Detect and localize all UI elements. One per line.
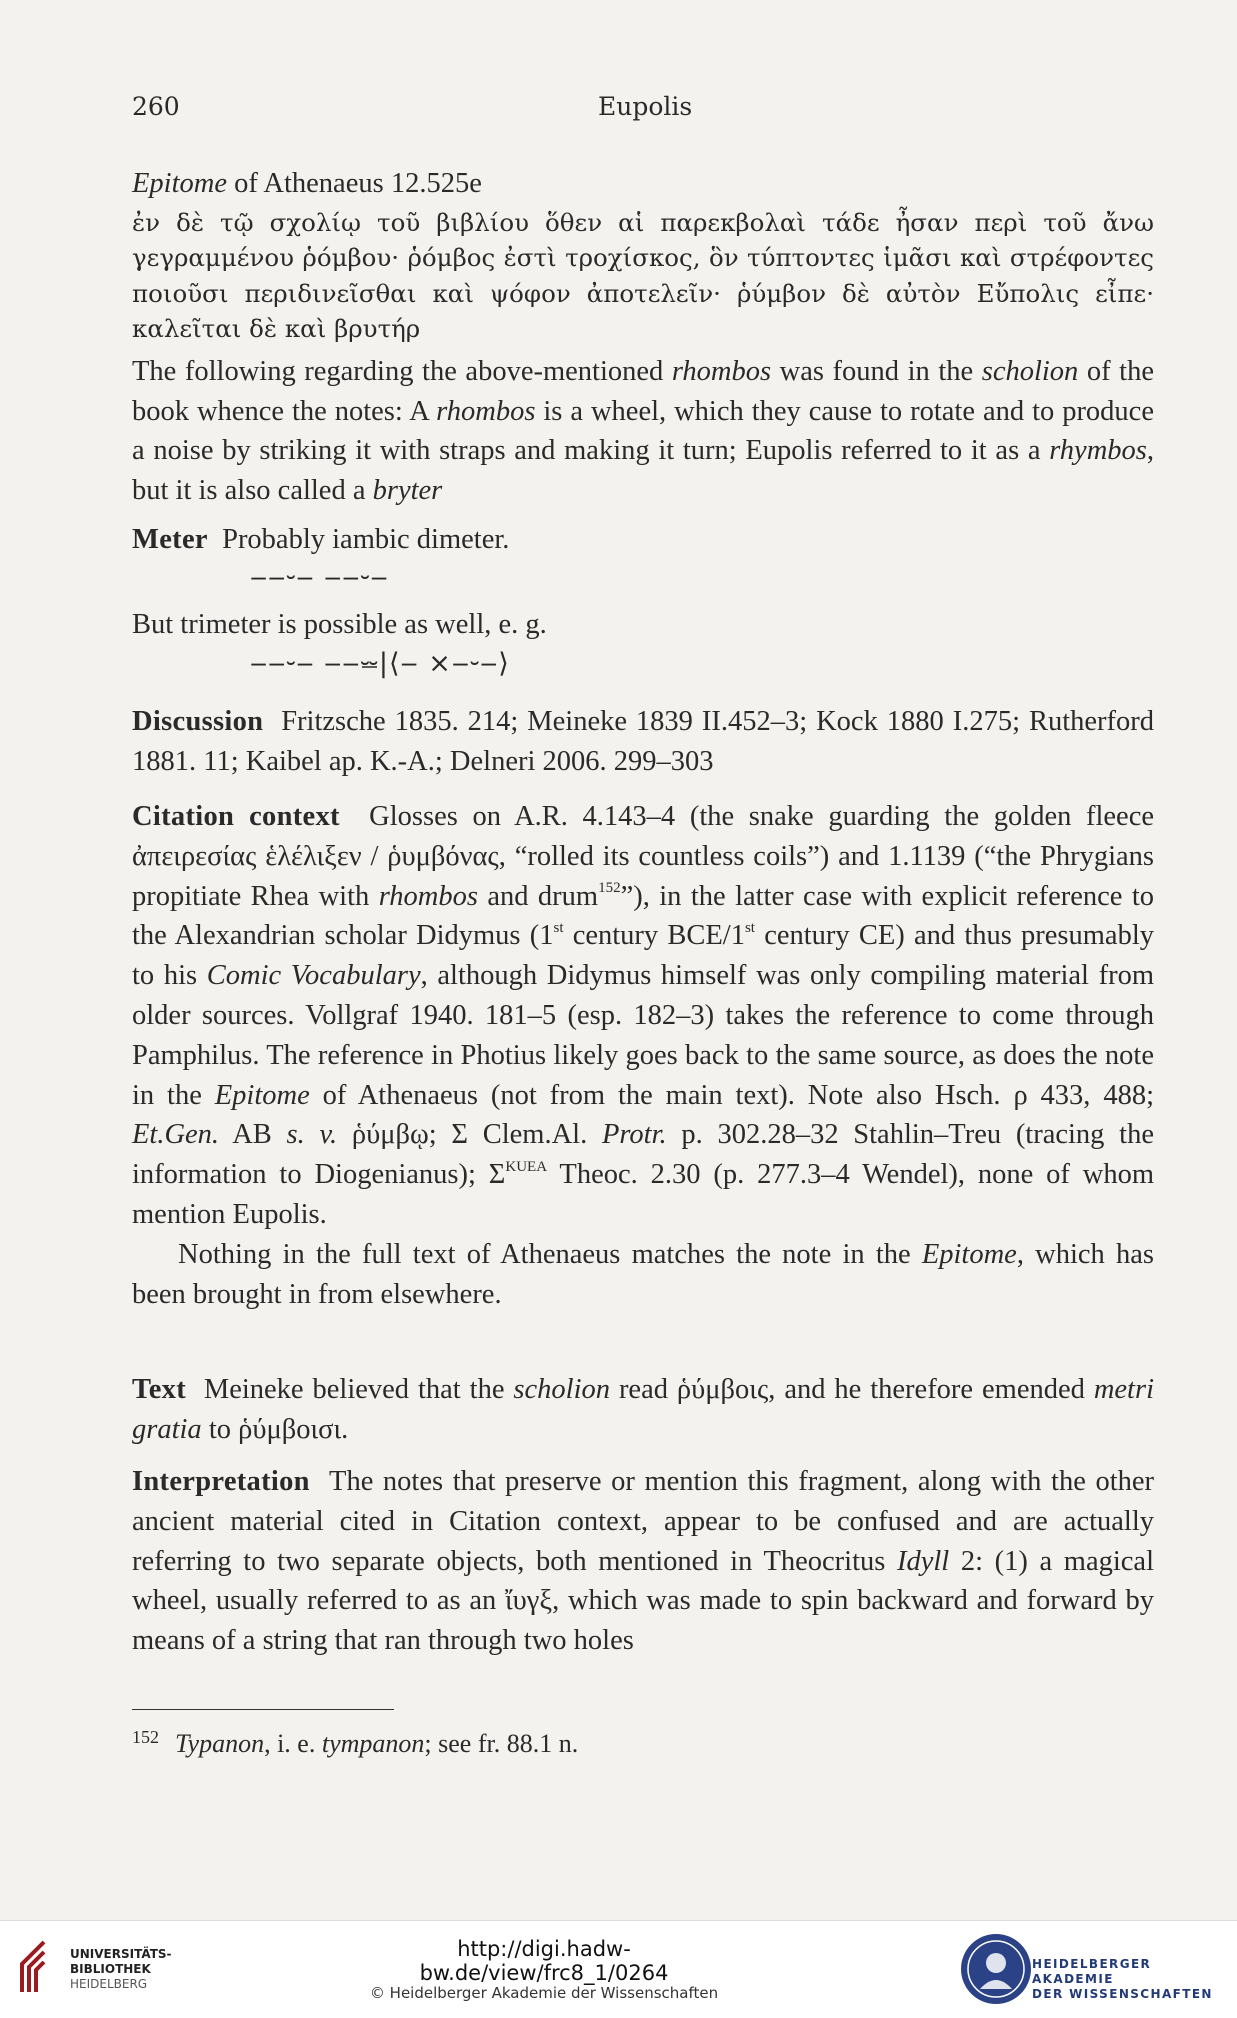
greek-passage: ἐν δὲ τῷ σχολίῳ τοῦ βιβλίου ὅθεν αἱ παρεκβολαὶ τάδε ἦσαν περὶ τοῦ ἄνω γεγραμμένου ῥόμβου· ῥόμβος ἐστὶ τροχίσκος, ὃν τύπτοντες ἱμᾶσι καὶ στρέφοντες ποιοῦσι περιδινεῖσθαι καὶ ψόφον ἀποτελεῖν· ῥύμβον δὲ αὐτὸν Εὔπολις εἶπε· καλεῖται δὲ καὶ βρυτήρ xyxy=(132,207,1154,344)
meter-heading: Meter xyxy=(132,524,208,555)
discussion-section xyxy=(132,702,1154,782)
translation-paragraph: The following regarding the above-mentioned rhombos was found in the scholion of the book whence the notes: A rhombos is a wheel, which they cause to rotate and to produce a noise by striking it with straps and making it turn; Eupolis referred to it as a rhymbos, but it is also called a bryter xyxy=(132,355,1155,507)
meter-line xyxy=(132,520,1154,560)
meter-scheme-1: ‒‒⏑‒ ‒‒⏑‒ xyxy=(250,562,389,593)
interpretation-section xyxy=(132,1462,1154,1661)
meter-scheme-2: ‒‒⏑‒ ‒‒⏕|⟨‒ ×‒⏑‒⟩ xyxy=(250,648,510,679)
university-library-logo-icon[interactable] xyxy=(14,1938,50,1996)
footnote: $^{152}$ Typanon, i. e. tympanon; see fr. 88.1 n. xyxy=(132,1727,579,1758)
viewer-footer xyxy=(0,1920,1237,2018)
citation-paragraph: Citation context Glosses on A.R. 4.143–4 (the snake guarding the golden fleece ἀπειρεσίας ἑλέλιξεν / ῥυμβόνας, “rolled its countless coils”) and 1.1139 (“the Phrygians propitiate Rhea with rhombos and drum$^{152}$”), in the latter case with explicit reference to the Alexandrian scholar Didymus (1st century BCE/1st century CE) and thus presumably to his Comic Vocabulary, although Didymus himself was only compiling material from older sources. Vollgraf 1940. 181–5 (esp. 182–3) takes the reference to come through Pamphilus. The reference in Photius likely goes back to the same source, as does the note in the Epitome of Athenaeus (not from the main text). Note also Hsch. ρ 433, 488; Et.Gen. AB s. v. ῥύμβῳ; Σ Clem.Al. Protr. p. 302.28–32 Stahlin–Treu (tracing the information to Diogenianus); $\Sigma^{KUEA}$ Theoc. 2.30 (p. 277.3–4 Wendel), none of whom mention Eupolis. xyxy=(132,801,1155,1230)
copyright-notice: © Heidelberger Akademie der Wissenschaften xyxy=(369,1984,719,2002)
citation-paragraph-2: Nothing in the full text of Athenaeus matches the note in the Epitome, which has been brought in from elsewhere. xyxy=(132,1238,1154,1310)
citation-heading: Citation context xyxy=(132,801,340,832)
citation-section xyxy=(132,797,1154,1314)
academy-seal-icon[interactable] xyxy=(958,1931,1034,2007)
page-url-link[interactable]: http://digi.hadw-bw.de/view/frc8_1/0264 xyxy=(419,1937,669,1985)
footnote-rule xyxy=(132,1709,394,1710)
university-library-name[interactable]: UNIVERSITÄTS- BIBLIOTHEK HEIDELBERG xyxy=(70,1947,172,1991)
epitome-block xyxy=(132,164,1154,511)
meter-text-2: But trimeter is possible as well, e. g. xyxy=(132,609,547,640)
epitome-heading: Epitome of Athenaeus 12.525e xyxy=(132,168,482,199)
page-number: 260 xyxy=(132,92,180,121)
meter-text: Probably iambic dimeter. xyxy=(222,524,510,555)
running-title: Eupolis xyxy=(598,92,693,121)
interpretation-paragraph: Interpretation The notes that preserve or mention this fragment, along with the other ancient material cited in Citation context, appear to be confused and are actually referring to two separate objects, both mentioned in Theocritus Idyll 2: (1) a magical wheel, usually referred to as an ἴυγξ, which was made to spin backward and forward by means of a string that ran through two holes xyxy=(132,1466,1155,1657)
discussion-text: Fritzsche 1835. 214; Meineke 1839 II.452–3; Kock 1880 I.275; Rutherford 1881. 11; Kaibel ap. K.-A.; Delneri 2006. 299–303 xyxy=(132,706,1154,777)
discussion-heading: Discussion xyxy=(132,706,264,737)
text-section xyxy=(132,1370,1154,1450)
footnote-number: 152 xyxy=(132,1727,159,1747)
text-heading: Text xyxy=(132,1374,186,1405)
academy-name[interactable]: HEIDELBERGER AKADEMIE DER WISSENSCHAFTEN xyxy=(1032,1957,1213,2001)
interpretation-heading: Interpretation xyxy=(132,1466,310,1497)
text-paragraph: Text Meineke believed that the scholion read ῥύμβοις, and he therefore emended metri gratia to ῥύμβοισι. xyxy=(132,1374,1154,1445)
